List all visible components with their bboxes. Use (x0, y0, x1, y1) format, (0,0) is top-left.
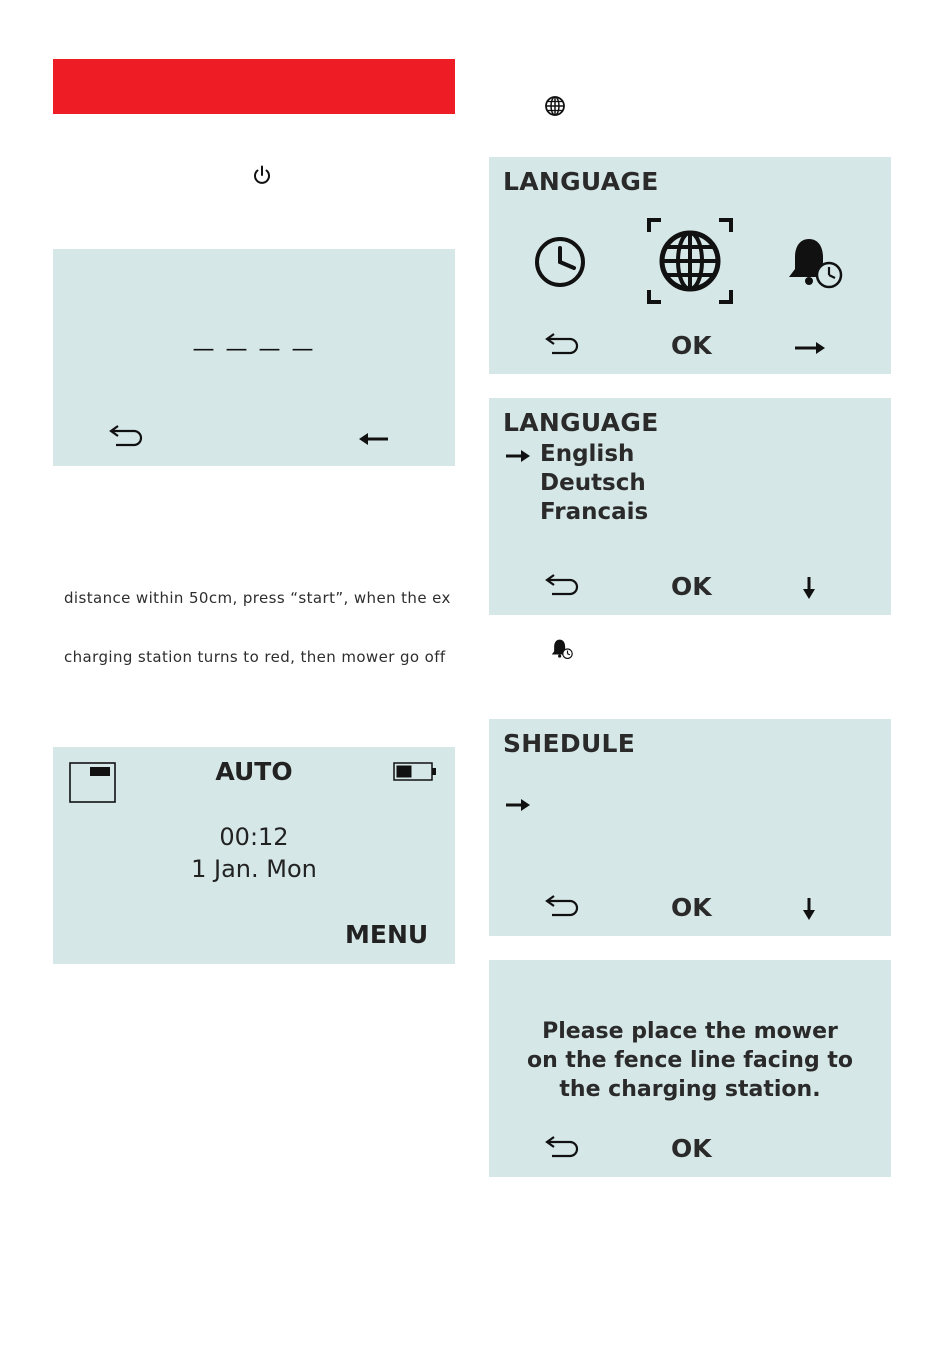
instruction-line: on the fence line facing to (527, 1048, 853, 1073)
language-option-deutsch[interactable]: Deutsch (540, 470, 646, 496)
selection-arrow-icon (505, 798, 531, 812)
bell-clock-icon (550, 638, 574, 660)
back-arrow-icon[interactable] (544, 1136, 582, 1160)
panel-title: SHEDULE (503, 729, 636, 758)
instruction-line-2: charging station turns to red, then mower go off (64, 648, 446, 666)
globe-icon[interactable] (647, 218, 733, 304)
pin-placeholder: — — — — (192, 337, 316, 362)
schedule-panel (489, 719, 891, 936)
back-arrow-icon[interactable] (544, 895, 582, 919)
clock-time: 00:12 (219, 823, 289, 851)
placement-instruction-panel (489, 960, 891, 1177)
language-option-francais[interactable]: Francais (540, 499, 649, 525)
ok-button[interactable]: OK (671, 331, 712, 360)
mode-label: AUTO (215, 757, 293, 786)
pin-entry-panel (53, 249, 455, 466)
ok-button[interactable]: OK (671, 893, 712, 922)
battery-icon (393, 762, 437, 782)
power-icon (251, 164, 273, 186)
instruction-line: the charging station. (559, 1077, 821, 1102)
language-menu-panel (489, 157, 891, 374)
right-arrow-icon[interactable] (794, 341, 826, 355)
bell-clock-icon[interactable] (785, 235, 845, 291)
ok-button[interactable]: OK (671, 572, 712, 601)
section-header-bar (53, 59, 455, 114)
back-arrow-icon[interactable] (108, 425, 146, 449)
instruction-line: Please place the mower (542, 1019, 838, 1044)
back-arrow-icon[interactable] (544, 333, 582, 357)
panel-title: LANGUAGE (503, 167, 659, 196)
ok-button[interactable]: OK (671, 1134, 712, 1163)
globe-icon (544, 95, 566, 117)
instruction-line-1: distance within 50cm, press “start”, when the ex (64, 589, 451, 607)
language-option-english[interactable]: English (540, 441, 635, 467)
left-arrow-icon[interactable] (358, 432, 390, 446)
back-arrow-icon[interactable] (544, 574, 582, 598)
down-arrow-icon[interactable] (802, 897, 816, 921)
menu-button[interactable]: MENU (345, 920, 429, 949)
selection-arrow-icon (505, 449, 531, 463)
down-arrow-icon[interactable] (802, 576, 816, 600)
panel-title: LANGUAGE (503, 408, 659, 437)
clock-icon[interactable] (533, 235, 587, 289)
clock-date: 1 Jan. Mon (191, 855, 317, 883)
home-screen-panel (53, 747, 455, 964)
language-list-panel (489, 398, 891, 615)
